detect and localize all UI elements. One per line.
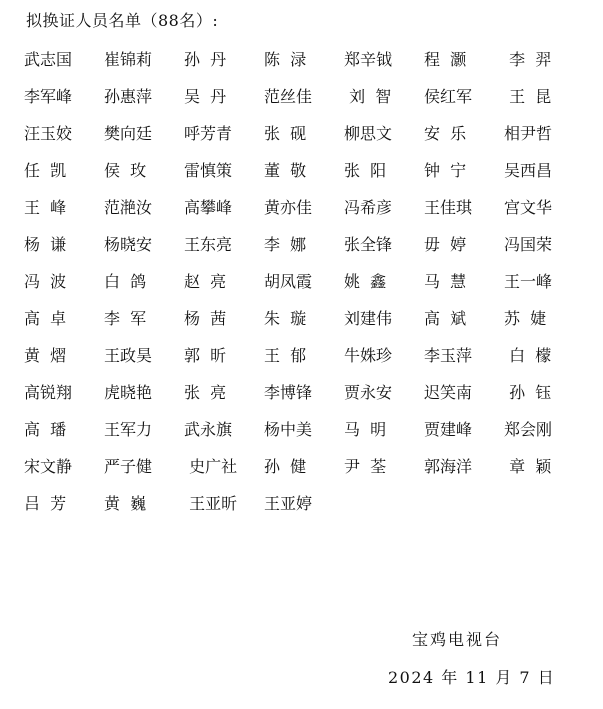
person-name: 史广社 <box>184 457 238 476</box>
person-name: 武志国 <box>24 50 73 69</box>
person-name: 严子健 <box>104 457 153 476</box>
person-name: 王政昊 <box>104 346 153 365</box>
person-name: 刘建伟 <box>344 309 393 328</box>
person-name: 侯 玫 <box>104 161 147 180</box>
person-name: 郭海洋 <box>424 457 473 476</box>
person-name: 杨 谦 <box>24 235 67 254</box>
person-name: 贾建峰 <box>424 420 473 439</box>
person-name: 郭 昕 <box>184 346 227 365</box>
person-name: 崔锦莉 <box>104 50 153 69</box>
person-name: 呼芳青 <box>184 124 233 143</box>
person-name: 任 凯 <box>24 161 67 180</box>
issuer-signature: 宝鸡电视台 <box>412 630 503 649</box>
list-title: 拟换证人员名单（88名）: <box>26 11 219 30</box>
person-name: 李 军 <box>104 309 147 328</box>
person-name: 张 阳 <box>344 161 387 180</box>
person-name: 侯红军 <box>424 87 473 106</box>
issue-date: 2024 年 11 月 7 日 <box>388 668 556 687</box>
person-name: 董 敬 <box>264 161 307 180</box>
person-name: 牛姝珍 <box>344 346 393 365</box>
person-name: 吕 芳 <box>24 494 67 513</box>
person-name: 范丝佳 <box>264 87 313 106</box>
person-name: 胡凤霞 <box>264 272 313 291</box>
person-name: 杨中美 <box>264 420 313 439</box>
person-name: 黄亦佳 <box>264 198 313 217</box>
person-name: 王亚昕 <box>184 494 238 513</box>
person-name: 郑会刚 <box>504 420 553 439</box>
person-name: 李 娜 <box>264 235 307 254</box>
person-name: 苏 婕 <box>504 309 547 328</box>
person-name: 高 斌 <box>424 309 467 328</box>
person-name: 孙 钰 <box>504 383 552 402</box>
person-name: 孙惠萍 <box>104 87 153 106</box>
person-name: 宋文静 <box>24 457 73 476</box>
person-name: 冯希彦 <box>344 198 393 217</box>
person-name: 王东亮 <box>184 235 233 254</box>
person-name: 杨 茜 <box>184 309 227 328</box>
person-name: 李军峰 <box>24 87 73 106</box>
person-name: 李博锋 <box>264 383 313 402</box>
person-name: 王 郁 <box>264 346 307 365</box>
person-name: 陈 渌 <box>264 50 307 69</box>
person-name: 赵 亮 <box>184 272 227 291</box>
person-name: 宫文华 <box>504 198 553 217</box>
person-name: 朱 璇 <box>264 309 307 328</box>
person-name: 虎晓艳 <box>104 383 153 402</box>
person-name: 高锐翔 <box>24 383 73 402</box>
person-name: 刘 智 <box>344 87 392 106</box>
person-name: 郑辛钺 <box>344 50 393 69</box>
name-list <box>24 48 584 529</box>
person-name: 孙 健 <box>264 457 307 476</box>
person-name: 尹 荃 <box>344 457 387 476</box>
person-name: 毋 婷 <box>424 235 467 254</box>
person-name: 吴 丹 <box>184 87 227 106</box>
person-name: 黄 巍 <box>104 494 147 513</box>
person-name: 雷慎策 <box>184 161 233 180</box>
person-name: 王 昆 <box>504 87 552 106</box>
person-name: 迟笑南 <box>424 383 473 402</box>
person-name: 高 璠 <box>24 420 67 439</box>
person-name: 王 峰 <box>24 198 67 217</box>
person-name: 白 鸽 <box>104 272 147 291</box>
person-name: 冯国荣 <box>504 235 553 254</box>
person-name: 黄 熠 <box>24 346 67 365</box>
person-name: 章 颖 <box>504 457 552 476</box>
person-name: 钟 宁 <box>424 161 467 180</box>
person-name: 程 灏 <box>424 50 467 69</box>
person-name: 相尹哲 <box>504 124 553 143</box>
person-name: 马 慧 <box>424 272 467 291</box>
person-name: 柳思文 <box>344 124 393 143</box>
person-name: 李 羿 <box>504 50 552 69</box>
person-name: 吴西昌 <box>504 161 553 180</box>
person-name: 范滟汝 <box>104 198 153 217</box>
person-name: 张 亮 <box>184 383 227 402</box>
person-name: 姚 鑫 <box>344 272 387 291</box>
person-name: 高 卓 <box>24 309 67 328</box>
person-name: 樊向廷 <box>104 124 153 143</box>
person-name: 白 檬 <box>504 346 552 365</box>
person-name: 孙 丹 <box>184 50 227 69</box>
person-name: 汪玉姣 <box>24 124 73 143</box>
person-name: 王军力 <box>104 420 153 439</box>
person-name: 张全锋 <box>344 235 393 254</box>
person-name: 张 砚 <box>264 124 307 143</box>
person-name: 马 明 <box>344 420 387 439</box>
person-name: 贾永安 <box>344 383 393 402</box>
person-name: 武永旗 <box>184 420 233 439</box>
person-name: 王亚婷 <box>264 494 313 513</box>
person-name: 高攀峰 <box>184 198 233 217</box>
person-name: 冯 波 <box>24 272 67 291</box>
person-name: 王一峰 <box>504 272 553 291</box>
person-name: 李玉萍 <box>424 346 473 365</box>
person-name: 安 乐 <box>424 124 467 143</box>
person-name: 杨晓安 <box>104 235 153 254</box>
person-name: 王佳琪 <box>424 198 473 217</box>
